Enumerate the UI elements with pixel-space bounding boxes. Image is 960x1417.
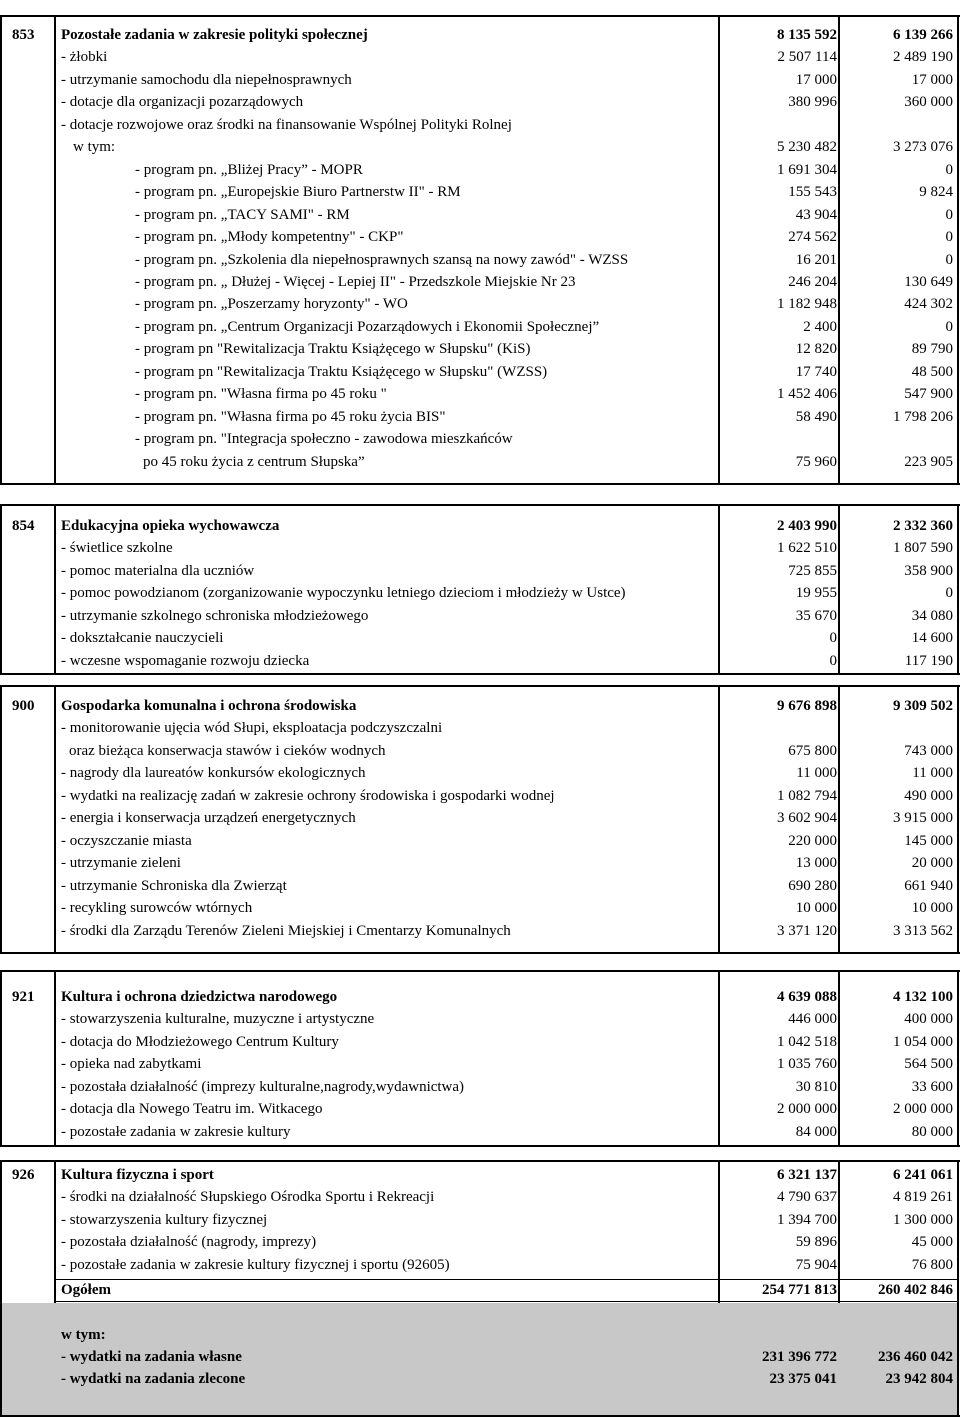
line-item-label: - program pn. "Integracja społeczno - zawodowa mieszkańców [135,431,513,448]
section-bottom-border [0,952,960,954]
section-top-border [0,1160,960,1162]
value-execution: 80 000 [911,1123,953,1140]
value-execution: 1 798 206 [893,408,953,425]
value-execution: 0 [945,585,953,602]
line-item-label: - środki na działalność Słupskiego Ośrodka Sportu i Rekreacji [61,1189,435,1206]
section-code: 900 [12,698,35,714]
value-execution: 3 273 076 [893,139,953,156]
value-plan: 17 000 [795,71,837,88]
line-item-label: - żłobki [61,49,108,66]
total-label: Ogółem [61,1282,111,1298]
value-plan [720,718,837,738]
value-execution: 1 054 000 [893,1033,953,1050]
line-item-label: - pozostała działalność (imprezy kulturalne,nagrody,wydawnictwa) [61,1078,465,1095]
line-item-label: - program pn. "Własna firma po 45 roku życia BIS" [135,408,446,425]
value-plan: 1 042 518 [777,1033,837,1050]
value-plan: 725 855 [788,562,837,579]
value-execution: 9 309 502 [893,698,953,714]
section-code: 921 [12,989,35,1005]
value-execution: 14 600 [911,630,953,647]
line-item-label: - stowarzyszenia kulturalne, muzyczne i artystyczne [61,1011,375,1028]
section-title: Gospodarka komunalna i ochrona środowiska [61,698,357,714]
value-plan: 58 490 [795,408,837,425]
value-plan: 2 403 990 [777,518,837,534]
value-plan: 5 230 482 [777,139,837,156]
line-item-label: - program pn. „Centrum Organizacji Pozarządowych i Ekonomii Społecznej” [135,318,600,335]
line-item-label: - program pn. „Poszerzamy horyzonty" - WO [135,296,408,313]
value-plan: 4 639 088 [777,989,837,1005]
value-execution: 358 900 [904,562,953,579]
total-value-execution: 260 402 846 [878,1282,953,1298]
value-execution: 48 500 [911,363,953,380]
section-top-border [0,970,960,972]
section-bottom-border [0,1145,960,1147]
line-item-label: oraz bieżąca konserwacja stawów i cieków wodnych [69,742,386,759]
value-plan: 2 000 000 [777,1101,837,1118]
line-item-label: - utrzymanie szkolnego schroniska młodzieżowego [61,607,369,624]
line-item-label: - dotacje rozwojowe oraz środki na finansowanie Wspólnej Polityki Rolnej [61,116,512,133]
value-plan: 59 896 [795,1234,837,1251]
total-row-bottom [56,1301,957,1302]
value-execution: 1 300 000 [893,1211,953,1228]
section-title: Pozostałe zadania w zakresie polityki społecznej [61,27,368,43]
value-execution: 10 000 [911,900,953,917]
value-plan: 30 810 [795,1078,837,1095]
section-top-border [0,504,960,506]
value-execution: 34 080 [911,607,953,624]
value-plan [720,429,837,449]
section-title: Kultura fizyczna i sport [61,1167,214,1183]
line-item-label: - recykling surowców wtórnych [61,900,253,917]
line-item-label: - monitorowanie ujęcia wód Słupi, eksploatacja podczyszczalni [61,720,443,737]
column-divider [0,685,2,952]
total-value-plan: 254 771 813 [762,1282,837,1298]
value-execution: 0 [945,251,953,268]
line-item-label: - program pn "Rewitalizacja Traktu Książęcego w Słupsku" (KiS) [135,341,531,358]
value-plan: 690 280 [788,877,837,894]
column-divider [957,504,959,673]
value-execution: 11 000 [912,765,953,782]
summary-heading: w tym: [61,1327,106,1343]
value-execution: 2 000 000 [893,1101,953,1118]
column-divider [957,15,959,483]
section-bottom-border [0,483,960,485]
value-plan: 10 000 [795,900,837,917]
value-execution: 743 000 [904,742,953,759]
value-plan: 2 400 [803,318,837,335]
value-plan: 75 960 [795,453,837,470]
column-divider [54,685,56,952]
summary-value-execution: 236 460 042 [878,1349,953,1365]
value-execution: 3 313 562 [893,922,953,939]
value-execution: 360 000 [904,94,953,111]
line-item-label: - pomoc materialna dla uczniów [61,562,255,579]
value-execution: 490 000 [904,787,953,804]
value-plan: 1 035 760 [777,1056,837,1073]
line-item-label: - dotacja dla Nowego Teatru im. Witkacego [61,1101,323,1118]
value-execution: 0 [945,318,953,335]
section-top-border [0,685,960,687]
summary-value-plan: 231 396 772 [762,1349,837,1365]
value-plan: 75 904 [795,1256,837,1273]
line-item-label: - pozostałe zadania w zakresie kultury [61,1123,291,1140]
line-item-label: po 45 roku życia z centrum Słupska” [143,453,365,470]
line-item-label: - energia i konserwacja urządzeń energetycznych [61,810,356,827]
line-item-label: - nagrody dla laureatów konkursów ekologicznych [61,765,366,782]
value-execution: 89 790 [911,341,953,358]
column-divider [0,504,2,673]
value-plan: 8 135 592 [777,27,837,43]
section-code: 853 [12,27,35,43]
value-execution: 117 190 [904,652,953,669]
value-plan: 446 000 [788,1011,837,1028]
value-execution: 45 000 [911,1234,953,1251]
value-plan: 1 452 406 [777,386,837,403]
value-plan: 274 562 [788,229,837,246]
column-divider [957,1160,959,1415]
value-plan: 9 676 898 [777,698,837,714]
column-divider [0,970,2,1145]
section-bottom-border [0,673,960,675]
value-plan: 3 602 904 [777,810,837,827]
value-execution: 20 000 [911,855,953,872]
value-execution: 4 819 261 [893,1189,953,1206]
value-plan [720,115,837,135]
value-execution: 2 332 360 [893,518,953,534]
value-plan: 35 670 [795,607,837,624]
value-plan: 11 000 [796,765,837,782]
section-code: 926 [12,1167,35,1183]
value-plan: 1 622 510 [777,540,837,557]
line-item-label: - dotacja do Młodzieżowego Centrum Kultury [61,1033,339,1050]
value-execution: 223 905 [904,453,953,470]
column-divider [0,15,2,483]
line-item-label: - opieka nad zabytkami [61,1056,202,1073]
line-item-label: - wczesne wspomaganie rozwoju dziecka [61,652,310,669]
line-item-label: - stowarzyszenia kultury fizycznej [61,1211,268,1228]
value-plan: 155 543 [788,184,837,201]
line-item-label: - utrzymanie zieleni [61,855,181,872]
summary-value-plan: 23 375 041 [769,1371,837,1387]
line-item-label: - pozostałe zadania w zakresie kultury fizycznej i sportu (92605) [61,1256,450,1273]
section-title: Kultura i ochrona dziedzictwa narodowego [61,989,338,1005]
value-execution: 145 000 [904,832,953,849]
value-plan: 13 000 [795,855,837,872]
value-execution: 17 000 [911,71,953,88]
summary-value-execution: 23 942 804 [885,1371,953,1387]
column-divider [54,970,56,1145]
value-execution: 6 241 061 [893,1167,953,1183]
value-execution: 400 000 [904,1011,953,1028]
value-execution: 76 800 [911,1256,953,1273]
value-execution: 33 600 [911,1078,953,1095]
value-execution: 0 [945,206,953,223]
value-plan: 675 800 [788,742,837,759]
line-item-label: - program pn "Rewitalizacja Traktu Książęcego w Słupsku" (WZSS) [135,363,548,380]
value-plan: 19 955 [795,585,837,602]
value-execution: 547 900 [904,386,953,403]
value-plan: 4 790 637 [777,1189,837,1206]
value-execution: 0 [945,229,953,246]
value-plan: 3 371 120 [777,922,837,939]
summary-row-label: - wydatki na zadania własne [61,1349,242,1365]
value-execution: 3 915 000 [893,810,953,827]
value-plan: 84 000 [795,1123,837,1140]
line-item-label: - wydatki na realizację zadań w zakresie ochrony środowiska i gospodarki wodnej [61,787,555,804]
line-item-label: - program pn. „ Dłużej - Więcej - Lepiej II" - Przedszkole Miejskie Nr 23 [135,273,576,290]
value-plan: 16 201 [795,251,837,268]
value-execution: 2 489 190 [893,49,953,66]
value-plan: 1 394 700 [777,1211,837,1228]
line-item-label: - oczyszczanie miasta [61,832,192,849]
summary-row-label: - wydatki na zadania zlecone [61,1371,246,1387]
line-item-label: - dotacje dla organizacji pozarządowych [61,94,304,111]
line-item-label: - program pn. „Bliżej Pracy” - MOPR [135,161,363,178]
value-execution: 661 940 [904,877,953,894]
line-item-label: - świetlice szkolne [61,540,173,557]
value-plan: 0 [829,652,837,669]
line-item-label: - utrzymanie samochodu dla niepełnosprawnych [61,71,352,88]
value-execution [840,718,953,738]
column-divider [957,685,959,952]
line-item-label: - program pn. „Młody kompetentny" - CKP" [135,229,404,246]
value-plan: 12 820 [795,341,837,358]
line-item-label: - program pn. "Własna firma po 45 roku " [135,386,387,403]
value-plan: 1 691 304 [777,161,837,178]
value-plan: 6 321 137 [777,1167,837,1183]
value-plan: 2 507 114 [777,49,837,66]
value-execution: 424 302 [904,296,953,313]
value-plan: 0 [829,630,837,647]
value-execution: 6 139 266 [893,27,953,43]
value-execution: 564 500 [904,1056,953,1073]
value-plan: 246 204 [788,273,837,290]
value-execution: 0 [945,161,953,178]
value-execution [840,429,953,449]
section-code: 854 [12,518,35,534]
value-plan: 1 082 794 [777,787,837,804]
value-execution [840,115,953,135]
value-plan: 17 740 [795,363,837,380]
line-item-label: - pozostała działalność (nagrody, imprezy) [61,1234,317,1251]
line-item-label: - program pn. „Europejskie Biuro Partnerstw II" - RM [135,184,461,201]
line-item-label: - środki dla Zarządu Terenów Zieleni Miejskiej i Cmentarzy Komunalnych [61,922,511,939]
column-divider [957,970,959,1145]
value-execution: 1 807 590 [893,540,953,557]
line-item-label: - utrzymanie Schroniska dla Zwierząt [61,877,287,894]
line-item-label: - program pn. „TACY SAMI" - RM [135,206,350,223]
line-item-label: - program pn. „Szkolenia dla niepełnosprawnych szansą na nowy zawód" - WZSS [135,251,629,268]
column-divider [54,15,56,483]
value-plan: 43 904 [795,206,837,223]
section-top-border [0,15,960,17]
line-item-label: w tym: [73,139,116,156]
line-item-label: - pomoc powodzianom (zorganizowanie wypoczynku letniego dzieciom i młodzieży w Ustce) [61,585,626,602]
value-execution: 130 649 [904,273,953,290]
value-plan: 220 000 [788,832,837,849]
value-plan: 1 182 948 [777,296,837,313]
line-item-label: - dokształcanie nauczycieli [61,630,224,647]
value-execution: 9 824 [919,184,953,201]
column-divider [54,504,56,673]
value-plan: 380 996 [788,94,837,111]
value-execution: 4 132 100 [893,989,953,1005]
section-title: Edukacyjna opieka wychowawcza [61,518,280,534]
